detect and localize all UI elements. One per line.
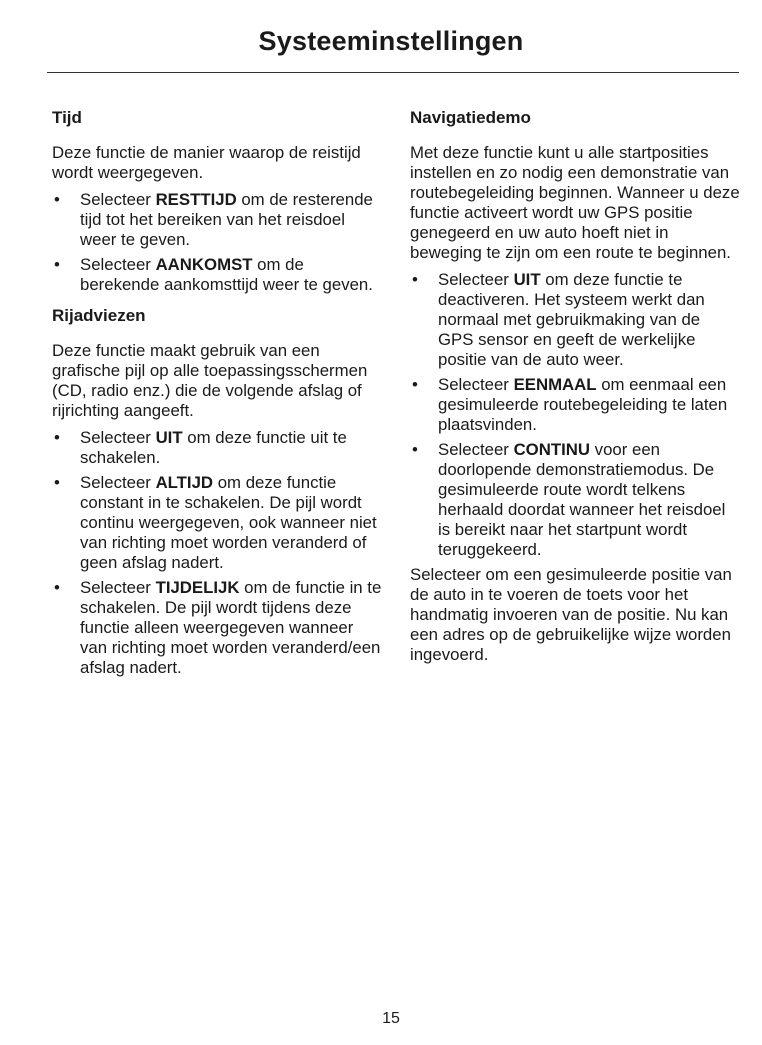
bullet-icon: • [54,255,60,274]
option-keyword: UIT [155,428,183,447]
paragraph-tijd-intro: Deze functie de manier waarop de reistijd wordt weergegeven. [52,143,361,182]
paragraph-navigatiedemo-intro: Met deze functie kunt u alle startposities instellen en zo nodig een demonstratie van routebegeleiding beginnen. Wanneer u deze functie activeert wordt uw GPS positie genegeerd en uw auto hoeft niet in beweging te zijn om een route te beginnen. [410,143,740,262]
list-item: • Selecteer EENMAAL om eenmaal een gesimuleerde routebegeleiding te laten plaatsvinden. [412,375,728,434]
list-item: • Selecteer CONTINU voor een doorlopende demonstratiemodus. De gesimuleerde route wordt telkens herhaald doordat wanneer het reisdoel is bereikt naar het startpunt wordt teruggekeerd. [412,440,726,559]
option-keyword: AANKOMST [155,255,253,274]
heading-navigatiedemo: Navigatiedemo [410,108,531,127]
list-item: • Selecteer TIJDELIJK om de functie in te schakelen. De pijl wordt tijdens deze functie alleen weergegeven wanneer van richting moet worden veranderd/een afslag nadert. [54,578,382,677]
section-rijadviezen [52,304,382,678]
option-keyword: ALTIJD [155,473,214,492]
bullet-list-rijadviezen [52,428,382,678]
option-keyword: UIT [513,270,541,289]
paragraph-navigatiedemo-outro: Selecteer om een gesimuleerde positie van de auto in te voeren de toets voor het handmatig invoeren van de positie. Nu kan een adres op de gebruikelijke wijze worden ingevoerd. [410,565,732,664]
list-item: • Selecteer ALTIJD om deze functie constant in te schakelen. De pijl wordt continu weergegeven, ook wanneer niet van richting moet worden veranderd of geen afslag nadert. [54,473,377,572]
bullet-icon: • [54,473,60,492]
section-navigatiedemo [410,106,740,665]
heading-rijadviezen: Rijadviezen [52,306,146,325]
bullet-icon: • [412,270,418,289]
paragraph-rijadviezen-intro: Deze functie maakt gebruik van een grafische pijl op alle toepassingsschermen (CD, radio enz.) die de volgende afslag of rijrichting aangeeft. [52,341,368,420]
bullet-list-tijd [52,190,382,295]
option-keyword: EENMAAL [513,375,597,394]
title-divider [47,72,739,73]
bullet-icon: • [412,440,418,459]
section-tijd [52,106,382,295]
option-keyword: RESTTIJD [155,190,237,209]
page-title: Systeeminstellingen [258,26,524,56]
option-keyword: TIJDELIJK [155,578,240,597]
left-column [52,106,382,687]
option-keyword: CONTINU [513,440,591,459]
bullet-icon: • [412,375,418,394]
bullet-icon: • [54,190,60,209]
bullet-icon: • [54,578,60,597]
bullet-icon: • [54,428,60,447]
list-item: • Selecteer UIT om deze functie uit te schakelen. [54,428,347,467]
list-item: • Selecteer UIT om deze functie te deactiveren. Het systeem werkt dan normaal met gebruikmaking van de GPS sensor en geeft de werkelijke positie van de auto weer. [412,270,705,369]
list-item: • Selecteer RESTTIJD om de resterende tijd tot het bereiken van het reisdoel weer te geven. [54,190,373,249]
page-number: 15 [382,1010,400,1027]
right-column [410,106,740,674]
bullet-list-navigatiedemo [410,270,740,560]
list-item: • Selecteer AANKOMST om de berekende aankomsttijd weer te geven. [54,255,373,294]
heading-tijd: Tijd [52,108,82,127]
